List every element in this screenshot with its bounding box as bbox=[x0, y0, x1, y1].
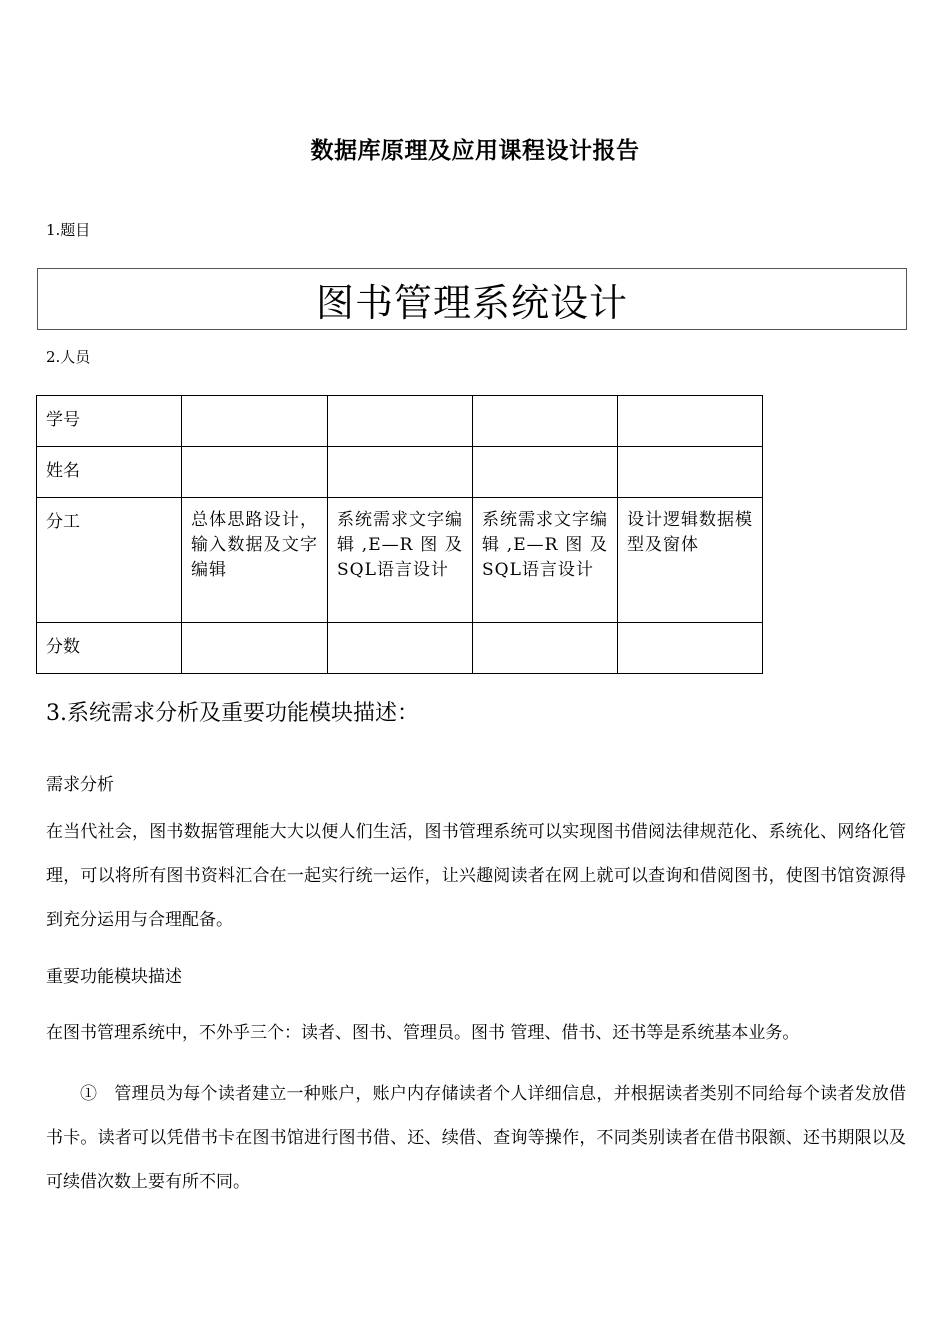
table-row bbox=[37, 498, 763, 623]
table-cell bbox=[473, 447, 618, 498]
row-label-student-id: 学号 bbox=[37, 396, 182, 447]
row-label-name: 姓名 bbox=[37, 447, 182, 498]
table-cell bbox=[328, 396, 473, 447]
requirements-paragraph: 在当代社会，图书数据管理能大大以便人们生活，图书管理系统可以实现图书借阅法律规范化、系统化、网络化管理，可以将所有图书资料汇合在一起实行统一运作，让兴趣阅读者在网上就可以查询和借阅图书，使图书馆资源得到充分运用与合理配备。 bbox=[46, 822, 906, 930]
modules-paragraph: 在图书管理系统中，不外乎三个：读者、图书、管理员。图书 管理、借书、还书等是系统基本业务。 bbox=[46, 1023, 800, 1043]
table-row bbox=[37, 447, 763, 498]
row-label-division: 分工 bbox=[37, 498, 182, 623]
table-cell: 系统需求文字编辑,E—R图及SQL语言设计 bbox=[473, 498, 618, 623]
table-cell bbox=[618, 447, 763, 498]
table-cell: 总体思路设计，输入数据及文字编辑 bbox=[182, 498, 328, 623]
table-cell bbox=[328, 623, 473, 674]
document-title: 数据库原理及应用课程设计报告 bbox=[310, 137, 640, 164]
table-cell bbox=[473, 396, 618, 447]
table-cell: 系统需求文字编辑,E—R图及SQL语言设计 bbox=[328, 498, 473, 623]
table-cell bbox=[328, 447, 473, 498]
item1-paragraph: ① 管理员为每个读者建立一种账户，账户内存储读者个人详细信息，并根据读者类别不同给每个读者发放借书卡。读者可以凭借书卡在图书馆进行图书借、还、续借、查询等操作，不同类别读者在借书限额、还书期限以及可续借次数上要有所不同。 bbox=[46, 1084, 906, 1192]
table-cell bbox=[182, 623, 328, 674]
topic-title: 图书管理系统设计 bbox=[315, 280, 628, 325]
row-label-score: 分数 bbox=[37, 623, 182, 674]
members-table bbox=[36, 395, 763, 674]
requirements-heading: 需求分析 bbox=[46, 775, 114, 795]
section3-heading: 3.系统需求分析及重要功能模块描述： bbox=[46, 701, 419, 726]
section2-heading: 2.人员 bbox=[46, 348, 91, 366]
table-cell bbox=[473, 623, 618, 674]
table-row bbox=[37, 623, 763, 674]
table-cell bbox=[182, 447, 328, 498]
table-cell bbox=[618, 623, 763, 674]
modules-heading: 重要功能模块描述 bbox=[46, 967, 182, 987]
topic-box bbox=[37, 268, 907, 330]
table-cell bbox=[182, 396, 328, 447]
section1-heading: 1.题目 bbox=[46, 221, 91, 239]
table-cell bbox=[618, 396, 763, 447]
table-cell: 设计逻辑数据模型及窗体 bbox=[618, 498, 763, 623]
table-row bbox=[37, 396, 763, 447]
